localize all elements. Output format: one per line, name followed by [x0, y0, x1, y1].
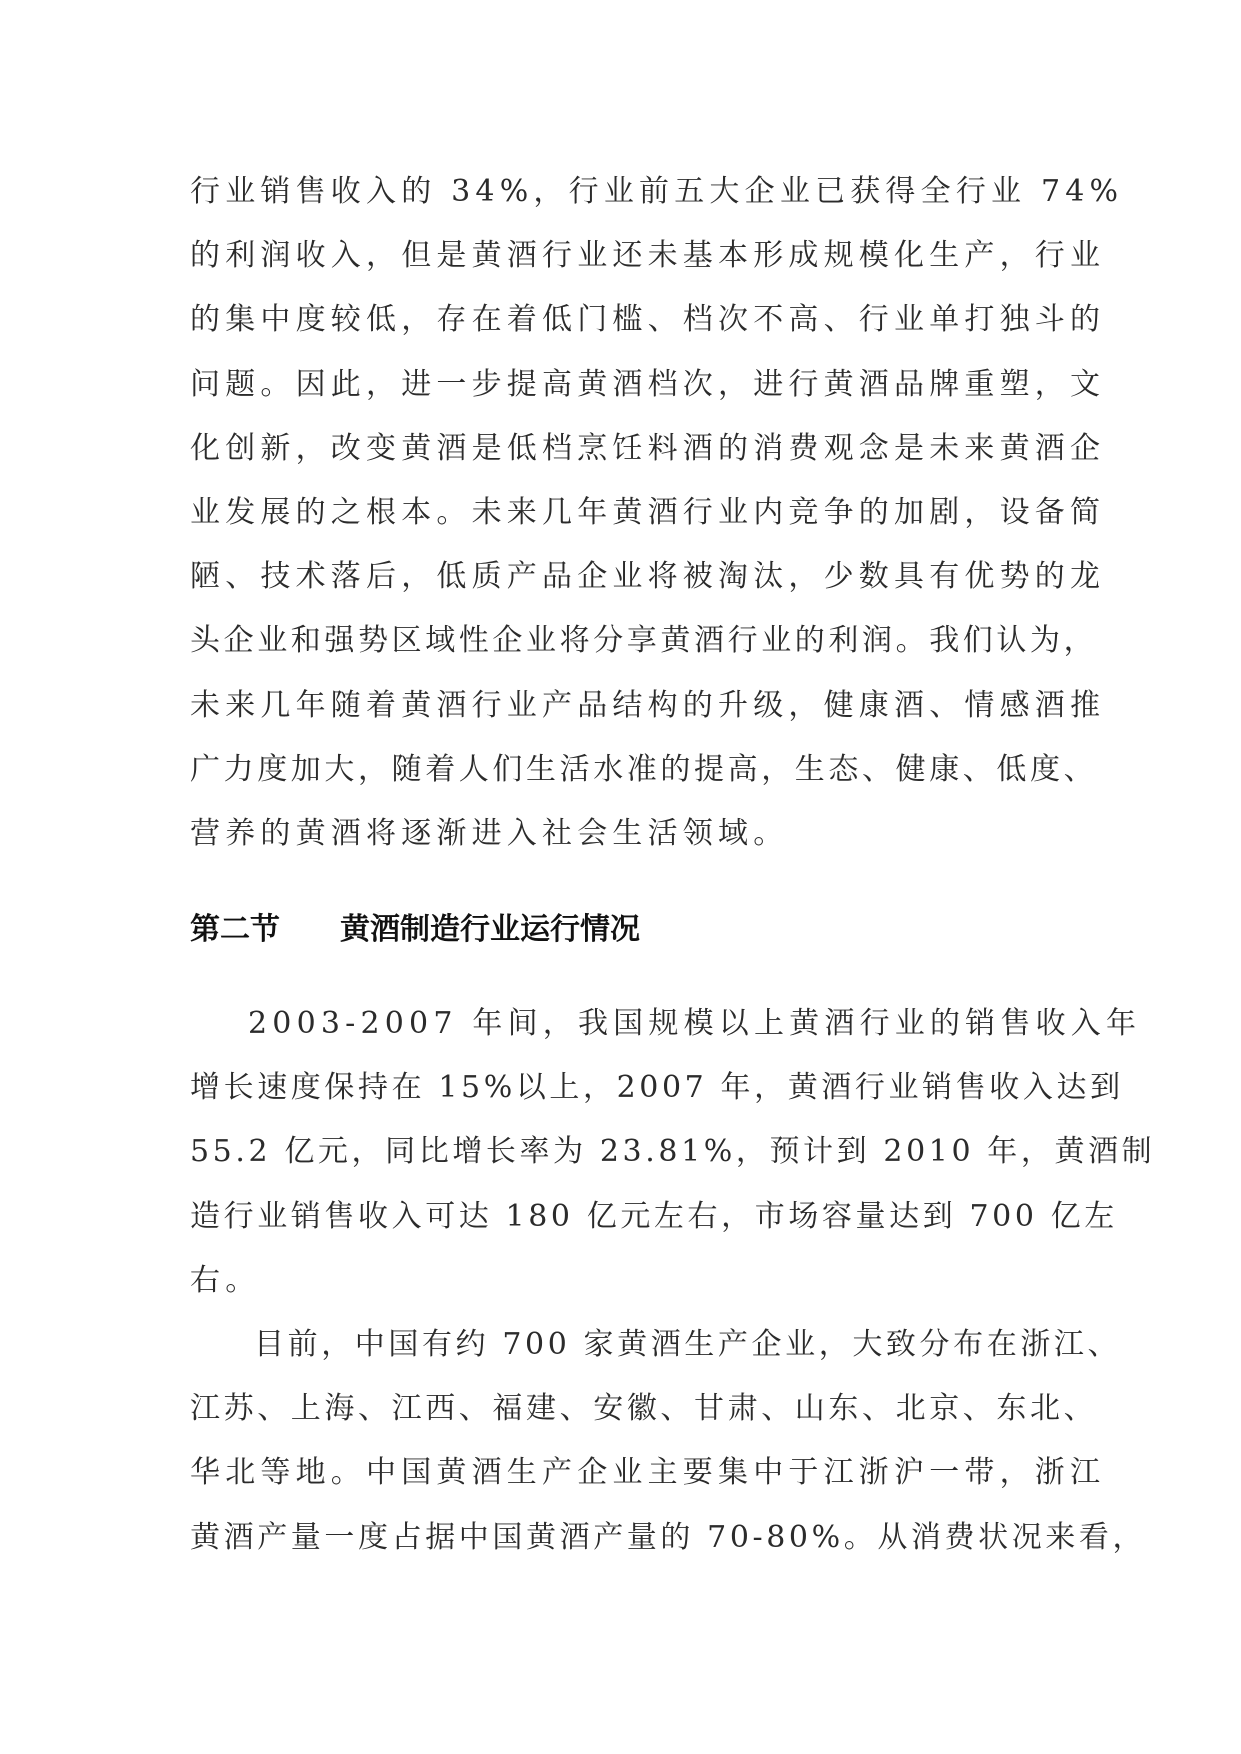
paragraph-line: 造行业销售收入可达 180 亿元左右，市场容量达到 700 亿左 [190, 1198, 1118, 1234]
paragraph-line: 的集中度较低，存在着低门槛、档次不高、行业单打独斗的 [190, 302, 1106, 338]
paragraph-1 [190, 160, 1124, 866]
paragraph-line: 2003-2007 年间，我国规模以上黄酒行业的销售收入年 [248, 1006, 1142, 1042]
paragraph-line: 的利润收入，但是黄酒行业还未基本形成规模化生产，行业 [190, 238, 1106, 274]
paragraph-line: 问题。因此，进一步提高黄酒档次，进行黄酒品牌重塑，文 [190, 366, 1106, 402]
paragraph-2 [190, 992, 1156, 1313]
document-body [190, 160, 1156, 1570]
section-number: 第二节 [190, 912, 280, 948]
paragraph-line: 头企业和强势区域性企业将分享黄酒行业的利润。我们认为， [190, 623, 1098, 659]
paragraph-line: 广力度加大，随着人们生活水准的提高，生态、健康、低度、 [190, 751, 1098, 787]
paragraph-line: 未来几年随着黄酒行业产品结构的升级，健康酒、情感酒推 [190, 687, 1106, 723]
paragraph-line: 华北等地。中国黄酒生产企业主要集中于江浙沪一带，浙江 [190, 1455, 1106, 1491]
paragraph-line: 陋、技术落后，低质产品企业将被淘汰，少数具有优势的龙 [190, 559, 1106, 595]
paragraph-line: 右。 [190, 1262, 261, 1298]
section-heading [190, 910, 1055, 950]
paragraph-line: 增长速度保持在 15%以上，2007 年，黄酒行业销售收入达到 [190, 1070, 1124, 1106]
paragraph-line: 营养的黄酒将逐渐进入社会生活领域。 [190, 815, 789, 851]
paragraph-line: 江苏、上海、江西、福建、安徽、甘肃、山东、北京、东北、 [190, 1391, 1098, 1427]
section-title: 黄酒制造行业运行情况 [340, 912, 640, 948]
paragraph-line: 55.2 亿元，同比增长率为 23.81%，预计到 2010 年，黄酒制 [190, 1134, 1156, 1170]
paragraph-3 [190, 1313, 1147, 1570]
paragraph-line: 业发展的之根本。未来几年黄酒行业内竞争的加剧，设备简 [190, 494, 1106, 530]
paragraph-line: 行业销售收入的 34%，行业前五大企业已获得全行业 74% [190, 174, 1124, 209]
paragraph-line: 黄酒产量一度占据中国黄酒产量的 70-80%。从消费状况来看， [190, 1519, 1147, 1555]
paragraph-line: 目前，中国有约 700 家黄酒生产企业，大致分布在浙江、 [254, 1327, 1122, 1362]
paragraph-line: 化创新，改变黄酒是低档烹饪料酒的消费观念是未来黄酒企 [190, 430, 1106, 466]
